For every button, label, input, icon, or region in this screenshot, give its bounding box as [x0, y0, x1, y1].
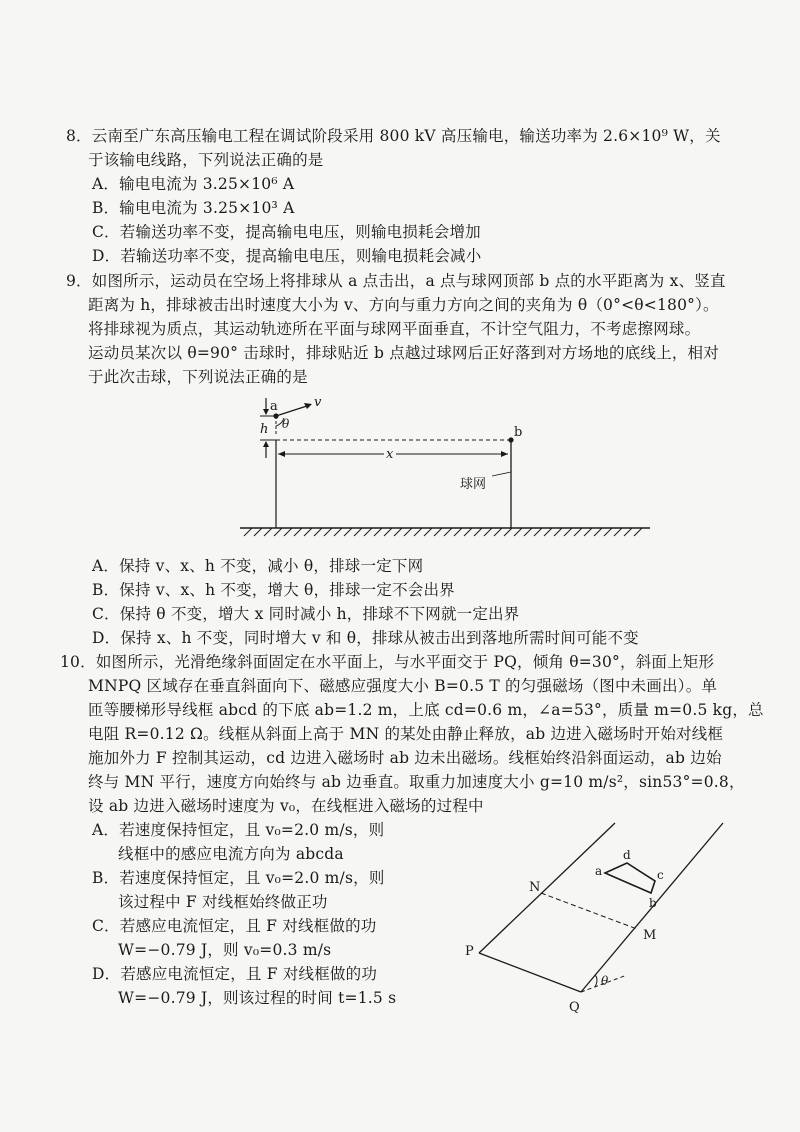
label-a: a — [270, 399, 278, 414]
mn-dashed-line — [541, 893, 637, 929]
q9-stem-line-3: 将排球视为质点，其运动轨迹所在平面与球网平面垂直，不计空气阻力，不考虑擦网球。 — [88, 320, 701, 338]
q8-option-b: B．输电电流为 3.25×10³ A — [92, 199, 295, 217]
q10-stem-line-3: 匝等腰梯形导线框 abcd 的下底 ab=1.2 m，上底 cd=0.6 m，∠a=53°，质量 m=0.5 kg，总 — [88, 701, 764, 719]
q8-stem-line-2: 于该输电线路，下列说法正确的是 — [88, 151, 324, 169]
label-frame-a: a — [595, 864, 603, 878]
q10-incline-figure — [455, 815, 755, 1025]
q10-option-d-line-2: W=−0.79 J，则该过程的时间 t=1.5 s — [118, 989, 397, 1007]
label-incline-theta: θ — [601, 974, 609, 988]
incline-left-edge — [479, 823, 615, 953]
label-frame-b: b — [649, 896, 657, 910]
x-arrow-right — [501, 451, 508, 457]
q9-option-a: A．保持 v、x、h 不变，减小 θ，排球一定下网 — [92, 557, 424, 575]
q9-option-c: C．保持 θ 不变，增大 x 同时减小 h，排球不下网就一定出界 — [92, 605, 520, 623]
q10-stem-line-1: 10．如图所示，光滑绝缘斜面固定在水平面上，与水平面交于 PQ，倾角 θ=30°，斜面上矩形 — [60, 653, 715, 671]
q10-option-a-line-2: 线框中的感应电流方向为 abcda — [118, 845, 344, 863]
q10-stem-line-5: 施加外力 F 控制其运动，cd 边进入磁场时 ab 边未出磁场。线框始终沿斜面运动，ab 边始 — [88, 749, 722, 767]
q10-option-c-line-1: C．若感应电流恒定，且 F 对线框做的功 — [92, 917, 377, 935]
q10-option-b-line-2: 该过程中 F 对线框始终做正功 — [118, 893, 328, 911]
q10-option-b-line-1: B．若速度保持恒定，且 v₀=2.0 m/s，则 — [92, 869, 385, 887]
net-leader-line — [492, 472, 511, 476]
label-theta: θ — [282, 417, 290, 431]
velocity-arrow — [276, 405, 310, 416]
label-h: h — [260, 422, 269, 437]
label-net: 球网 — [460, 477, 487, 492]
q8-stem-line-1: 8．云南至广东高压输电工程在调试阶段采用 800 kV 高压输电，输送功率为 2.6×10⁹ W，关 — [66, 127, 721, 145]
pq-edge — [479, 953, 581, 992]
q8-option-a: A．输电电流为 3.25×10⁶ A — [92, 175, 295, 193]
q9-stem-line-4: 运动员某次以 θ=90° 击球时，排球贴近 b 点越过球网后正好落到对方场地的底线上，相对 — [88, 344, 719, 362]
label-b: b — [514, 425, 523, 440]
q10-stem-line-6: 终与 MN 平行，速度方向始终与 ab 边垂直。取重力加速度大小 g=10 m/s²，sin53°=0.8， — [88, 773, 745, 791]
q9-option-d: D．保持 x、h 不变，同时增大 v 和 θ，排球从被击出到落地所需时间可能不变 — [92, 629, 639, 647]
label-v: v — [314, 395, 322, 410]
q10-stem-line-4: 电阻 R=0.12 Ω。线框从斜面上高于 MN 的某处由静止释放，ab 边进入磁场时开始对线框 — [88, 725, 724, 743]
x-arrow-left — [278, 451, 285, 457]
label-P: P — [465, 944, 474, 959]
q10-option-c-line-2: W=−0.79 J，则 v₀=0.3 m/s — [118, 941, 332, 959]
q8-option-c: C．若输送功率不变，提高输电电压，则输电损耗会增加 — [92, 223, 481, 241]
label-Q: Q — [569, 1000, 580, 1015]
h-arrow-bottom-head — [263, 441, 269, 447]
q10-option-d-line-1: D．若感应电流恒定，且 F 对线框做的功 — [92, 965, 378, 983]
q9-volleyball-figure — [230, 388, 670, 548]
ground-hatch — [244, 528, 642, 536]
label-frame-d: d — [623, 848, 631, 862]
q10-stem-line-2: MNPQ 区域存在垂直斜面向下、磁感应强度大小 B=0.5 T 的匀强磁场（图中未画出）。单 — [88, 677, 718, 695]
wire-frame-abcd — [605, 863, 655, 893]
q9-stem-line-5: 于此次击球，下列说法正确的是 — [88, 368, 308, 386]
q8-option-d: D．若输送功率不变，提高输电电压，则输电损耗会减小 — [92, 247, 482, 265]
q9-stem-line-1: 9．如图所示，运动员在空场上将排球从 a 点击出，a 点与球网顶部 b 点的水平距离为 x、竖直 — [66, 272, 726, 290]
q10-option-a-line-1: A．若速度保持恒定，且 v₀=2.0 m/s，则 — [92, 821, 385, 839]
label-M: M — [643, 928, 657, 943]
q9-stem-line-2: 距离为 h，排球被击出时速度大小为 v、方向与重力方向之间的夹角为 θ（0°<θ<180°）。 — [88, 296, 719, 314]
label-x: x — [386, 447, 394, 462]
q10-stem-line-7: 设 ab 边进入磁场时速度为 v₀，在线框进入磁场的过程中 — [88, 797, 484, 815]
h-arrow-top-head — [263, 409, 269, 415]
label-frame-c: c — [657, 868, 664, 882]
q9-option-b: B．保持 v、x、h 不变，增大 θ，排球一定不会出界 — [92, 581, 455, 599]
label-N: N — [529, 880, 541, 895]
incline-angle-arc — [595, 975, 597, 987]
